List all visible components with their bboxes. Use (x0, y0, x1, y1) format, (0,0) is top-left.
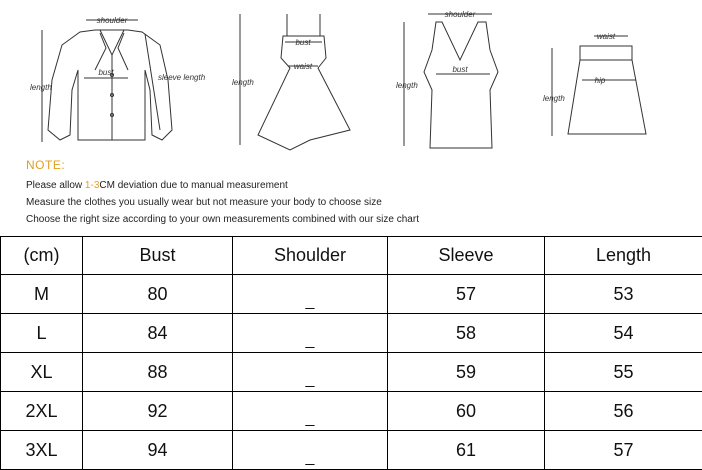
sleeve-cell: 59 (388, 353, 545, 392)
shirt-sleeve-label: sleeve length (158, 73, 206, 82)
note-line-1-suffix: CM deviation due to manual measurement (99, 180, 287, 191)
shoulder-cell: _ (233, 275, 388, 314)
length-cell: 53 (545, 275, 702, 314)
length-cell: 57 (545, 431, 702, 470)
skirt-length-label: length (543, 94, 565, 103)
header-bust: Bust (83, 237, 233, 275)
length-cell: 56 (545, 392, 702, 431)
tank-shoulder-label: shoulder (445, 10, 476, 19)
note-line-1 (26, 180, 288, 191)
bust-cell: 94 (83, 431, 233, 470)
length-cell: 54 (545, 314, 702, 353)
dress-waist-label: waist (294, 62, 313, 71)
tank-bust-label: bust (452, 65, 468, 74)
header-length: Length (545, 237, 702, 275)
table-header-row (1, 237, 702, 275)
bust-cell: 92 (83, 392, 233, 431)
bust-cell: 88 (83, 353, 233, 392)
size-cell: L (1, 314, 83, 353)
size-cell: 3XL (1, 431, 83, 470)
shoulder-cell: _ (233, 314, 388, 353)
table-row (1, 353, 702, 392)
table-row (1, 431, 702, 470)
size-cell: M (1, 275, 83, 314)
table-row (1, 314, 702, 353)
tank-diagram (404, 14, 498, 148)
shirt-shoulder-label: shoulder (97, 16, 128, 25)
table-row (1, 275, 702, 314)
dress-diagram (240, 14, 350, 150)
garment-diagrams (0, 0, 702, 160)
note-line-2: Measure the clothes you usually wear but not measure your body to choose size (26, 197, 382, 208)
bust-cell: 80 (83, 275, 233, 314)
dress-length-label: length (232, 78, 254, 87)
size-cell: XL (1, 353, 83, 392)
shirt-diagram (42, 20, 172, 142)
note-line-1-prefix: Please allow (26, 180, 85, 191)
note-line-3: Choose the right size according to your own measurements combined with our size chart (26, 214, 419, 225)
size-cell: 2XL (1, 392, 83, 431)
skirt-waist-label: waist (597, 32, 616, 41)
shoulder-cell: _ (233, 392, 388, 431)
sleeve-cell: 61 (388, 431, 545, 470)
size-chart-table (0, 236, 702, 470)
sleeve-cell: 60 (388, 392, 545, 431)
length-cell: 55 (545, 353, 702, 392)
shoulder-cell: _ (233, 431, 388, 470)
shirt-bust-label: bust (98, 68, 114, 77)
table-row (1, 392, 702, 431)
shoulder-cell: _ (233, 353, 388, 392)
shirt-length-label: length (30, 83, 52, 92)
header-sleeve: Sleeve (388, 237, 545, 275)
skirt-diagram (552, 36, 646, 136)
skirt-hip-label: hip (595, 76, 606, 85)
note-highlight: 1-3 (85, 180, 99, 191)
tank-length-label: length (396, 81, 418, 90)
note-title: NOTE: (26, 158, 65, 172)
header-cm: (cm) (1, 237, 83, 275)
bust-cell: 84 (83, 314, 233, 353)
header-shoulder: Shoulder (233, 237, 388, 275)
dress-bust-label: bust (295, 38, 311, 47)
sleeve-cell: 58 (388, 314, 545, 353)
sleeve-cell: 57 (388, 275, 545, 314)
